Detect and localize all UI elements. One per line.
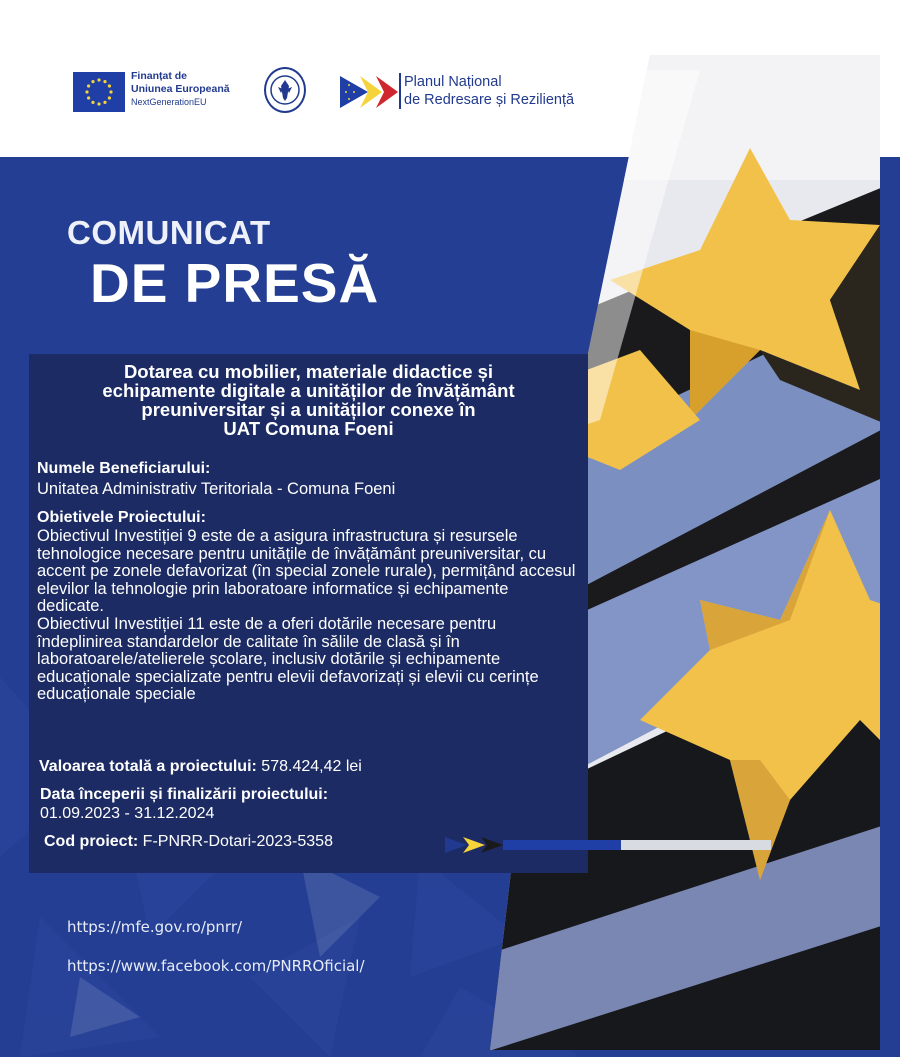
beneficiary-label: Numele Beneficiarului:	[37, 460, 211, 477]
press-release-title-line1: COMUNICAT	[67, 214, 271, 251]
objectives-label: Obietivele Proiectului:	[37, 509, 206, 526]
project-value-amount: 578.424,42 lei	[261, 758, 362, 775]
project-title-line: preuniversitar și a unităților conexe în	[141, 399, 476, 420]
objective-paragraph-2: Obiectivul Investiției 11 este de a oferi dotările necesare pentru îndeplinirea standardelor de calitate în sălile de clasă și în laboratoarele/atelierele școlare, inclusiv dotările și echipamente educaționale specializate pentru elevii defavorizați și elevii cu cerințe educaționale speciale	[37, 614, 539, 704]
decorative-arrow-bar	[445, 836, 771, 854]
pnrr-line2: de Redresare și Reziliență	[404, 92, 575, 108]
eu-line2: Uniunea Europeană	[131, 83, 230, 95]
dates-value: 01.09.2023 - 31.12.2024	[40, 805, 215, 822]
facebook-link[interactable]: https://www.facebook.com/PNRROficial/	[67, 957, 365, 975]
pnrr-line1: Planul Național	[404, 74, 502, 90]
project-code-row	[44, 833, 333, 851]
project-title-line: Dotarea cu mobilier, materiale didactice și	[123, 361, 494, 382]
eu-line3: NextGenerationEU	[131, 97, 207, 107]
objectives-text	[37, 528, 577, 704]
project-title-line: echipamente digitale a unităților de învățământ	[102, 380, 515, 401]
eu-line1: Finanțat de	[131, 70, 188, 82]
pnrr-website-link[interactable]: https://mfe.gov.ro/pnrr/	[67, 918, 243, 936]
dates-label: Data începerii și finalizării proiectului:	[40, 786, 329, 803]
project-code-label: Cod proiect:	[44, 833, 139, 850]
project-value-row	[39, 758, 362, 776]
objective-paragraph-1: Obiectivul Investiției 9 este de a asigura infrastructura și resursele tehnologice necesare pentru unitățile de învățământ preuniversitar, cu accent pe zonele defavorizat (în special zonele rurale), permițând accesul elevilor la tehnologie prin laboratoare informatice și echipamente dedicate.	[37, 527, 576, 616]
project-title-line: UAT Comuna Foeni	[223, 418, 394, 439]
project-value-label: Valoarea totală a proiectului:	[39, 758, 257, 775]
project-code-value: F-PNRR-Dotari-2023-5358	[142, 833, 333, 850]
project-title	[29, 362, 588, 438]
press-release-title-line2: DE PRESĂ	[90, 252, 380, 314]
beneficiary-value: Unitatea Administrativ Teritoriala - Comuna Foeni	[37, 480, 396, 498]
